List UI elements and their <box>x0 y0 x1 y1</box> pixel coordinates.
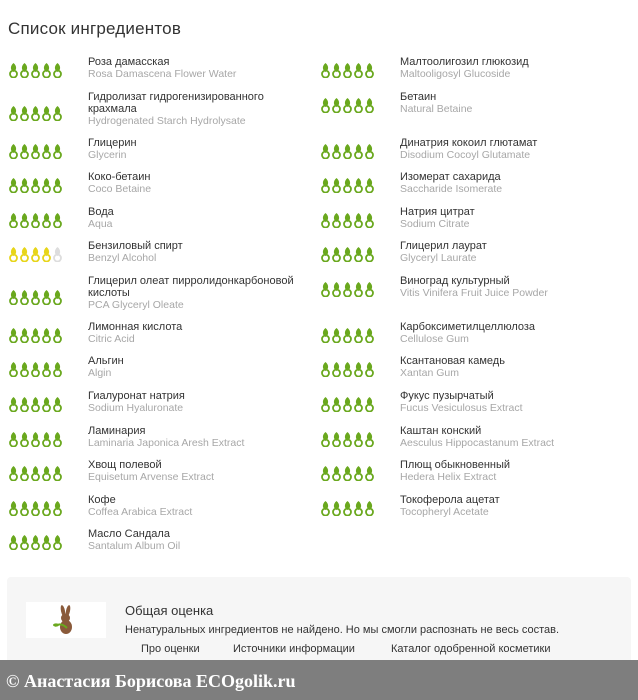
leaf-icon <box>41 143 52 159</box>
leaf-icon <box>320 246 331 262</box>
ingredient-names <box>88 528 308 552</box>
leaf-icon <box>41 500 52 516</box>
rating-leaves <box>8 465 68 481</box>
leaf-icon <box>30 431 41 447</box>
leaf-icon <box>41 396 52 412</box>
ingredient-name-inci: PCA Glyceryl Oleate <box>88 299 184 311</box>
ingredient-name-inci: Cellulose Gum <box>400 333 469 345</box>
ingredient-names <box>400 206 620 230</box>
leaf-icon <box>353 500 364 516</box>
leaf-icon <box>52 534 63 550</box>
ingredient-names <box>88 56 308 80</box>
leaf-icon <box>342 327 353 343</box>
ingredient-name-ru: Кофе <box>88 494 116 506</box>
leaf-icon <box>331 396 342 412</box>
leaf-icon <box>8 500 19 516</box>
ingredient-name-inci: Citric Acid <box>88 333 135 345</box>
leaf-icon <box>342 361 353 377</box>
ingredient-name-inci: Fucus Vesiculosus Extract <box>400 402 523 414</box>
leaf-icon <box>30 177 41 193</box>
leaf-icon <box>41 431 52 447</box>
page-title: Список ингредиентов <box>8 19 182 38</box>
leaf-icon <box>342 62 353 78</box>
leaf-icon <box>8 246 19 262</box>
rating-leaves <box>320 143 380 159</box>
ingredient-name-ru: Вода <box>88 206 114 218</box>
leaf-icon <box>353 396 364 412</box>
leaf-icon <box>52 500 63 516</box>
sources-link[interactable]: Источники информации <box>233 643 355 655</box>
rating-leaves <box>320 281 380 297</box>
ingredient-names <box>400 56 620 80</box>
ingredient-names <box>400 91 620 115</box>
leaf-icon <box>320 327 331 343</box>
leaf-icon <box>342 500 353 516</box>
ingredient-name-ru: Малтоолигозил глюкозид <box>400 56 529 68</box>
leaf-icon <box>364 431 375 447</box>
leaf-icon <box>8 289 19 305</box>
ingredient-names <box>400 240 620 264</box>
ingredient-name-ru: Альгин <box>88 355 124 367</box>
ingredient-name-inci: Hedera Helix Extract <box>400 471 497 483</box>
rating-leaves <box>320 500 380 516</box>
ingredient-name-inci: Sodium Citrate <box>400 218 470 230</box>
ingredient-name-ru: Бензиловый спирт <box>88 240 183 252</box>
leaf-icon <box>364 327 375 343</box>
rating-leaves <box>320 62 380 78</box>
leaf-icon <box>364 361 375 377</box>
leaf-icon <box>364 177 375 193</box>
leaf-icon <box>8 62 19 78</box>
leaf-icon <box>353 465 364 481</box>
leaf-icon <box>41 105 52 121</box>
leaf-icon <box>30 327 41 343</box>
ingredient-name-inci: Algin <box>88 367 112 379</box>
rating-leaves <box>320 327 380 343</box>
leaf-icon <box>320 212 331 228</box>
leaf-icon <box>41 465 52 481</box>
leaf-icon <box>8 534 19 550</box>
ingredient-name-inci: Tocopheryl Acetate <box>400 506 489 518</box>
leaf-icon <box>353 177 364 193</box>
leaf-icon <box>41 62 52 78</box>
leaf-icon <box>52 105 63 121</box>
rating-leaves <box>320 246 380 262</box>
ingredient-name-ru: Токоферола ацетат <box>400 494 500 506</box>
ingredient-name-ru: Роза дамасская <box>88 56 170 68</box>
leaf-icon <box>8 396 19 412</box>
ingredient-name-ru: Виноград культурный <box>400 275 510 287</box>
leaf-icon <box>342 212 353 228</box>
rating-leaves <box>320 212 380 228</box>
leaf-icon <box>364 246 375 262</box>
leaf-icon <box>353 97 364 113</box>
ingredient-name-inci: Xantan Gum <box>400 367 459 379</box>
leaf-icon <box>30 289 41 305</box>
rating-leaves <box>320 465 380 481</box>
leaf-icon <box>41 212 52 228</box>
ingredient-name-inci: Coffea Arabica Extract <box>88 506 193 518</box>
leaf-icon <box>320 97 331 113</box>
leaf-icon <box>30 62 41 78</box>
rating-leaves <box>8 361 68 377</box>
leaf-icon <box>342 97 353 113</box>
leaf-icon <box>320 431 331 447</box>
leaf-icon <box>364 465 375 481</box>
ingredient-name-inci: Hydrogenated Starch Hydrolysate <box>88 115 246 127</box>
ingredient-name-ru: Каштан конский <box>400 425 482 437</box>
leaf-icon <box>342 281 353 297</box>
leaf-icon <box>52 246 63 262</box>
leaf-icon <box>342 246 353 262</box>
leaf-icon <box>19 289 30 305</box>
leaf-icon <box>331 281 342 297</box>
rating-leaves <box>8 289 68 305</box>
leaf-icon <box>41 361 52 377</box>
leaf-icon <box>30 396 41 412</box>
leaf-icon <box>8 327 19 343</box>
leaf-icon <box>320 396 331 412</box>
leaf-icon <box>364 97 375 113</box>
leaf-icon <box>331 212 342 228</box>
leaf-icon <box>30 465 41 481</box>
rating-leaves <box>8 143 68 159</box>
ingredient-name-inci: Maltooligosyl Glucoside <box>400 68 511 80</box>
summary-title: Общая оценка <box>125 603 214 618</box>
leaf-icon <box>30 105 41 121</box>
rating-leaves <box>320 396 380 412</box>
leaf-icon <box>19 177 30 193</box>
leaf-icon <box>52 465 63 481</box>
leaf-icon <box>52 62 63 78</box>
rating-leaves <box>8 62 68 78</box>
ingredient-names <box>400 390 620 414</box>
leaf-icon <box>331 62 342 78</box>
ingredient-name-ru: Фукус пузырчатый <box>400 390 494 402</box>
leaf-icon <box>30 143 41 159</box>
ingredient-names <box>400 425 620 449</box>
leaf-icon <box>30 500 41 516</box>
leaf-icon <box>353 212 364 228</box>
leaf-icon <box>41 246 52 262</box>
leaf-icon <box>52 177 63 193</box>
leaf-icon <box>320 62 331 78</box>
rabbit-logo-icon <box>26 602 106 638</box>
ingredient-names <box>88 425 308 449</box>
ingredient-names <box>88 494 308 518</box>
ingredient-names <box>400 275 620 299</box>
ingredient-name-ru: Ламинария <box>88 425 146 437</box>
watermark-bar <box>0 660 638 700</box>
leaf-icon <box>19 105 30 121</box>
ingredient-name-inci: Santalum Album Oil <box>88 540 181 552</box>
leaf-icon <box>364 143 375 159</box>
leaf-icon <box>19 62 30 78</box>
leaf-icon <box>320 143 331 159</box>
ingredient-name-ru: Изомерат сахарида <box>400 171 501 183</box>
ingredient-name-inci: Coco Betaine <box>88 183 152 195</box>
leaf-icon <box>331 97 342 113</box>
ingredient-name-inci: Aesculus Hippocastanum Extract <box>400 437 555 449</box>
leaf-icon <box>8 361 19 377</box>
leaf-icon <box>52 396 63 412</box>
leaf-icon <box>52 289 63 305</box>
leaf-icon <box>41 327 52 343</box>
catalog-link[interactable]: Каталог одобренной косметики <box>391 643 551 655</box>
ingredient-name-inci: Natural Betaine <box>400 103 473 115</box>
summary-panel <box>7 577 631 667</box>
leaf-icon <box>342 396 353 412</box>
ingredient-name-inci: Glycerin <box>88 149 127 161</box>
ingredient-name-inci: Equisetum Arvense Extract <box>88 471 215 483</box>
leaf-icon <box>364 212 375 228</box>
ingredient-names <box>88 321 308 345</box>
ingredient-name-ru: Глицерин <box>88 137 137 149</box>
ingredient-name-inci: Saccharide Isomerate <box>400 183 503 195</box>
leaf-icon <box>353 143 364 159</box>
ingredient-name-inci: Laminaria Japonica Aresh Extract <box>88 437 245 449</box>
leaf-icon <box>342 431 353 447</box>
leaf-icon <box>19 212 30 228</box>
leaf-icon <box>353 327 364 343</box>
leaf-icon <box>19 143 30 159</box>
ingredient-names <box>400 137 620 161</box>
ingredient-names <box>400 459 620 483</box>
leaf-icon <box>364 62 375 78</box>
ingredient-name-ru: Натрия цитрат <box>400 206 475 218</box>
ingredient-name-ru: Плющ обыкновенный <box>400 459 511 471</box>
leaf-icon <box>331 500 342 516</box>
summary-text: Ненатуральных ингредиентов не найдено. Но мы смогли распознать не весь состав. <box>125 624 560 636</box>
ingredient-name-ru: Глицерил лаурат <box>400 240 487 252</box>
leaf-icon <box>52 361 63 377</box>
leaf-icon <box>342 143 353 159</box>
watermark-text: © Анастасия Борисова ECOgolik.ru <box>6 671 296 691</box>
ingredient-name-inci: Sodium Hyaluronate <box>88 402 184 414</box>
ingredient-names <box>400 355 620 379</box>
ingredient-name-inci: Rosa Damascena Flower Water <box>88 68 237 80</box>
leaf-icon <box>353 281 364 297</box>
rating-leaves <box>320 431 380 447</box>
ingredient-names <box>88 91 308 127</box>
ingredient-name-inci: Glyceryl Laurate <box>400 252 477 264</box>
leaf-icon <box>19 396 30 412</box>
leaf-icon <box>52 327 63 343</box>
ingredient-name-ru: Бетаин <box>400 91 437 103</box>
ingredient-name-ru: Гидролизат гидрогенизированного крахмала <box>88 91 264 115</box>
leaf-icon <box>353 62 364 78</box>
leaf-icon <box>320 177 331 193</box>
rating-leaves <box>8 396 68 412</box>
ingredient-name-ru: Глицерил олеат пирролидонкарбоновой кислоты <box>88 275 294 299</box>
rating-leaves <box>8 431 68 447</box>
leaf-icon <box>8 143 19 159</box>
leaf-icon <box>8 431 19 447</box>
ingredient-name-ru: Хвощ полевой <box>88 459 162 471</box>
ingredient-name-ru: Лимонная кислота <box>88 321 183 333</box>
leaf-icon <box>320 281 331 297</box>
ingredient-name-ru: Коко-бетаин <box>88 171 151 183</box>
leaf-icon <box>8 177 19 193</box>
ingredient-name-ru: Гиалуронат натрия <box>88 390 185 402</box>
leaf-icon <box>19 465 30 481</box>
ingredient-name-inci: Vitis Vinifera Fruit Juice Powder <box>400 287 548 299</box>
leaf-icon <box>364 500 375 516</box>
rating-leaves <box>8 212 68 228</box>
leaf-icon <box>364 281 375 297</box>
leaf-icon <box>52 431 63 447</box>
rating-leaves <box>320 177 380 193</box>
ingredient-name-ru: Масло Сандала <box>88 528 170 540</box>
leaf-icon <box>331 327 342 343</box>
leaf-icon <box>320 500 331 516</box>
leaf-icon <box>41 534 52 550</box>
leaf-icon <box>30 534 41 550</box>
leaf-icon <box>8 465 19 481</box>
leaf-icon <box>52 212 63 228</box>
ingredient-name-ru: Динатрия кокоил глютамат <box>400 137 538 149</box>
rating-leaves <box>8 177 68 193</box>
ingredient-names <box>88 459 308 483</box>
leaf-icon <box>331 361 342 377</box>
ingredient-name-inci: Disodium Cocoyl Glutamate <box>400 149 531 161</box>
leaf-icon <box>331 143 342 159</box>
ingredient-names <box>88 171 308 195</box>
rating-leaves <box>320 361 380 377</box>
ingredient-names <box>88 240 308 264</box>
leaf-icon <box>19 431 30 447</box>
ingredient-names <box>88 275 308 311</box>
rating-leaves <box>8 534 68 550</box>
leaf-icon <box>342 177 353 193</box>
leaf-icon <box>19 500 30 516</box>
ingredient-name-ru: Карбоксиметилцеллюлоза <box>400 321 536 333</box>
leaf-icon <box>320 361 331 377</box>
leaf-icon <box>30 361 41 377</box>
rating-leaves <box>8 327 68 343</box>
ingredient-name-inci: Benzyl Alcohol <box>88 252 157 264</box>
ingredient-name-inci: Aqua <box>88 218 113 230</box>
ingredient-names <box>88 206 308 230</box>
leaf-icon <box>8 212 19 228</box>
leaf-icon <box>331 177 342 193</box>
ingredient-names <box>400 321 620 345</box>
leaf-icon <box>41 177 52 193</box>
rating-leaves <box>320 97 380 113</box>
rating-leaves <box>8 105 68 121</box>
leaf-icon <box>19 246 30 262</box>
leaf-icon <box>52 143 63 159</box>
leaf-icon <box>19 534 30 550</box>
leaf-icon <box>331 465 342 481</box>
leaf-icon <box>41 289 52 305</box>
leaf-icon <box>19 361 30 377</box>
ingredient-names <box>400 171 620 195</box>
rating-leaves <box>8 246 68 262</box>
ingredient-names <box>88 390 308 414</box>
ingredient-names <box>400 494 620 518</box>
rating-leaves <box>8 500 68 516</box>
leaf-icon <box>320 465 331 481</box>
leaf-icon <box>30 212 41 228</box>
leaf-icon <box>30 246 41 262</box>
about-ratings-link[interactable]: Про оценки <box>141 643 200 655</box>
leaf-icon <box>353 246 364 262</box>
leaf-icon <box>331 246 342 262</box>
leaf-icon <box>364 396 375 412</box>
leaf-icon <box>353 431 364 447</box>
leaf-icon <box>331 431 342 447</box>
leaf-icon <box>19 327 30 343</box>
ingredient-names <box>88 137 308 161</box>
leaf-icon <box>342 465 353 481</box>
leaf-icon <box>353 361 364 377</box>
ingredient-names <box>88 355 308 379</box>
leaf-icon <box>8 105 19 121</box>
ingredient-name-ru: Ксантановая камедь <box>400 355 505 367</box>
